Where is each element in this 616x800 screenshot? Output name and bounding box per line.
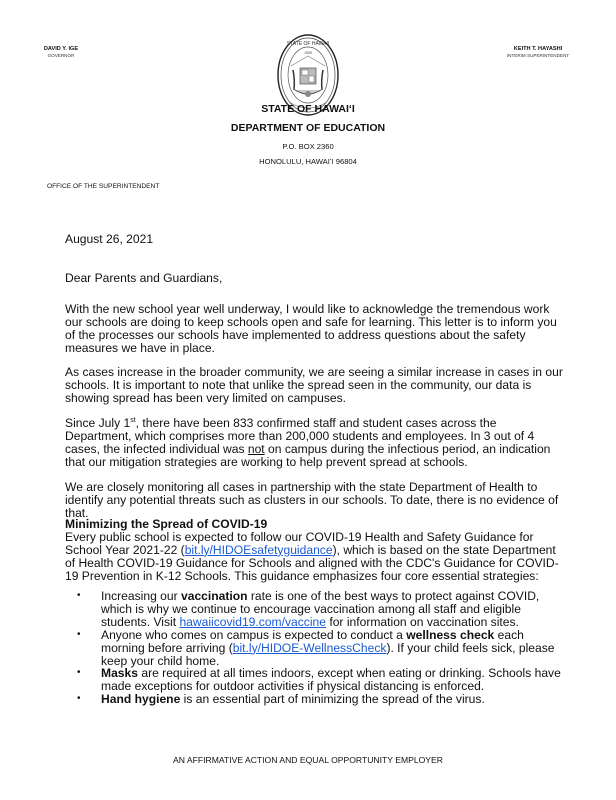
paragraph-community: As cases increase in the broader community, we are seeing a similar increase in cases in our schools. It is important to note that unlike the spread seen in the community, our data is showing spread has been very limited on campuses. — [65, 365, 563, 405]
ordinal-suffix: st — [130, 416, 136, 424]
strategy-text: Increasing our — [101, 589, 181, 603]
section-text-b: ), which is based on the state Department of Health COVID-19 Guidance for Schools and aligned with the CDC's Guidance for COVID-19 Prevention in K-12 Schools. This guidance emphasizes four core essential strategies: — [65, 542, 559, 583]
strategy-text: each morning before arriving ( — [101, 627, 524, 655]
strategy-keyword: vaccination — [181, 589, 248, 603]
strategy-text: Anyone who comes on campus is expected to conduct a — [101, 627, 407, 642]
strategy-text: ). If your child feels sick, please keep your child home. — [101, 640, 555, 668]
strategy-keyword: Hand hygiene — [101, 692, 181, 707]
cases-text-c: on campus during the infectious period, an indication that our mitigation strategies are working to help prevent spread at schools. — [65, 441, 551, 469]
safety-guidance-link[interactable]: bit.ly/HIDOEsafetyguidance — [184, 542, 333, 557]
governor-block — [22, 46, 100, 59]
bullet-icon: • — [77, 590, 81, 601]
bullet-icon: • — [77, 628, 81, 640]
section-text-a: Every public school is expected to follow our COVID-19 Health and Safety Guidance for School Year 2021-22 ( — [65, 529, 534, 557]
bullet-icon: • — [77, 693, 81, 705]
footer-employer-statement: AN AFFIRMATIVE ACTION AND EQUAL OPPORTUNITY EMPLOYER — [173, 755, 443, 765]
strategy-hand-hygiene — [65, 693, 570, 706]
letter-date: August 26, 2021 — [65, 232, 154, 246]
paragraph-intro: With the new school year well underway, I would like to acknowledge the tremendous work our schools are doing to keep schools open and safe for learning. This letter is to inform you of the processes our schools have implemented to address questions about the safety measures we have in place. — [65, 302, 557, 355]
strategy-keyword: Masks — [101, 666, 138, 681]
office-label: OFFICE OF THE SUPERINTENDENT — [47, 183, 160, 190]
bullet-icon: • — [77, 667, 81, 679]
governor-title: GOVERNOR — [47, 53, 75, 58]
vaccine-link[interactable]: hawaiicovid19.com/vaccine — [179, 614, 326, 629]
cases-text-a: Since July 1 — [65, 416, 131, 430]
state-heading: STATE OF HAWAIʻI — [261, 103, 355, 115]
strategy-text: rate is one of the best ways to protect against COVID, which is why we continue to encourage vaccination among all staff and eligible students. Visit — [101, 589, 540, 629]
strategy-text: is an essential part of minimizing the spread of the virus. — [180, 692, 485, 707]
paragraph-monitoring: We are closely monitoring all cases in partnership with the state Department of Health to identify any potential threats such as clusters in our schools. To date, there is no evidence of that. — [65, 480, 559, 520]
superintendent-title: INTERIM SUPERINTENDENT — [506, 53, 570, 58]
strategy-text: are required at all times indoors, except when eating or drinking. Schools have made exceptions for outdoor activities if physical distancing is enforced. — [101, 666, 561, 694]
cases-text-b: , there have been 833 confirmed staff and student cases across the Department, which comprises more than 200,000 students and employees. In 3 out of 4 cases, the infected individual was — [65, 416, 535, 456]
po-box: P.O. BOX 2360 — [282, 142, 334, 151]
strategy-wellness-check — [65, 629, 570, 668]
city-address: HONOLULU, HAWAIʻI 96804 — [259, 157, 357, 166]
section-paragraph — [65, 531, 565, 583]
superintendent-name: KEITH T. HAYASHI — [513, 46, 563, 52]
strategy-text: for information on vaccination sites. — [325, 614, 519, 629]
strategy-vaccination — [65, 590, 570, 629]
emphasis-not: not — [247, 441, 265, 456]
section-title: Minimizing the Spread of COVID-19 — [65, 517, 268, 531]
salutation: Dear Parents and Guardians, — [65, 271, 223, 285]
governor-name: DAVID Y. IGE — [43, 46, 79, 52]
svg-text:STATE OF HAWAII: STATE OF HAWAII — [286, 41, 330, 47]
strategy-keyword: wellness check — [406, 627, 495, 642]
section-minimizing-spread — [65, 518, 565, 583]
svg-text:1959: 1959 — [304, 51, 312, 55]
paragraph-cases — [65, 417, 565, 469]
strategies-list — [65, 590, 570, 706]
strategy-masks — [65, 667, 570, 693]
superintendent-block — [470, 46, 606, 59]
wellness-check-link[interactable]: bit.ly/HIDOE-WellnessCheck — [232, 640, 387, 655]
department-heading: DEPARTMENT OF EDUCATION — [230, 122, 386, 134]
